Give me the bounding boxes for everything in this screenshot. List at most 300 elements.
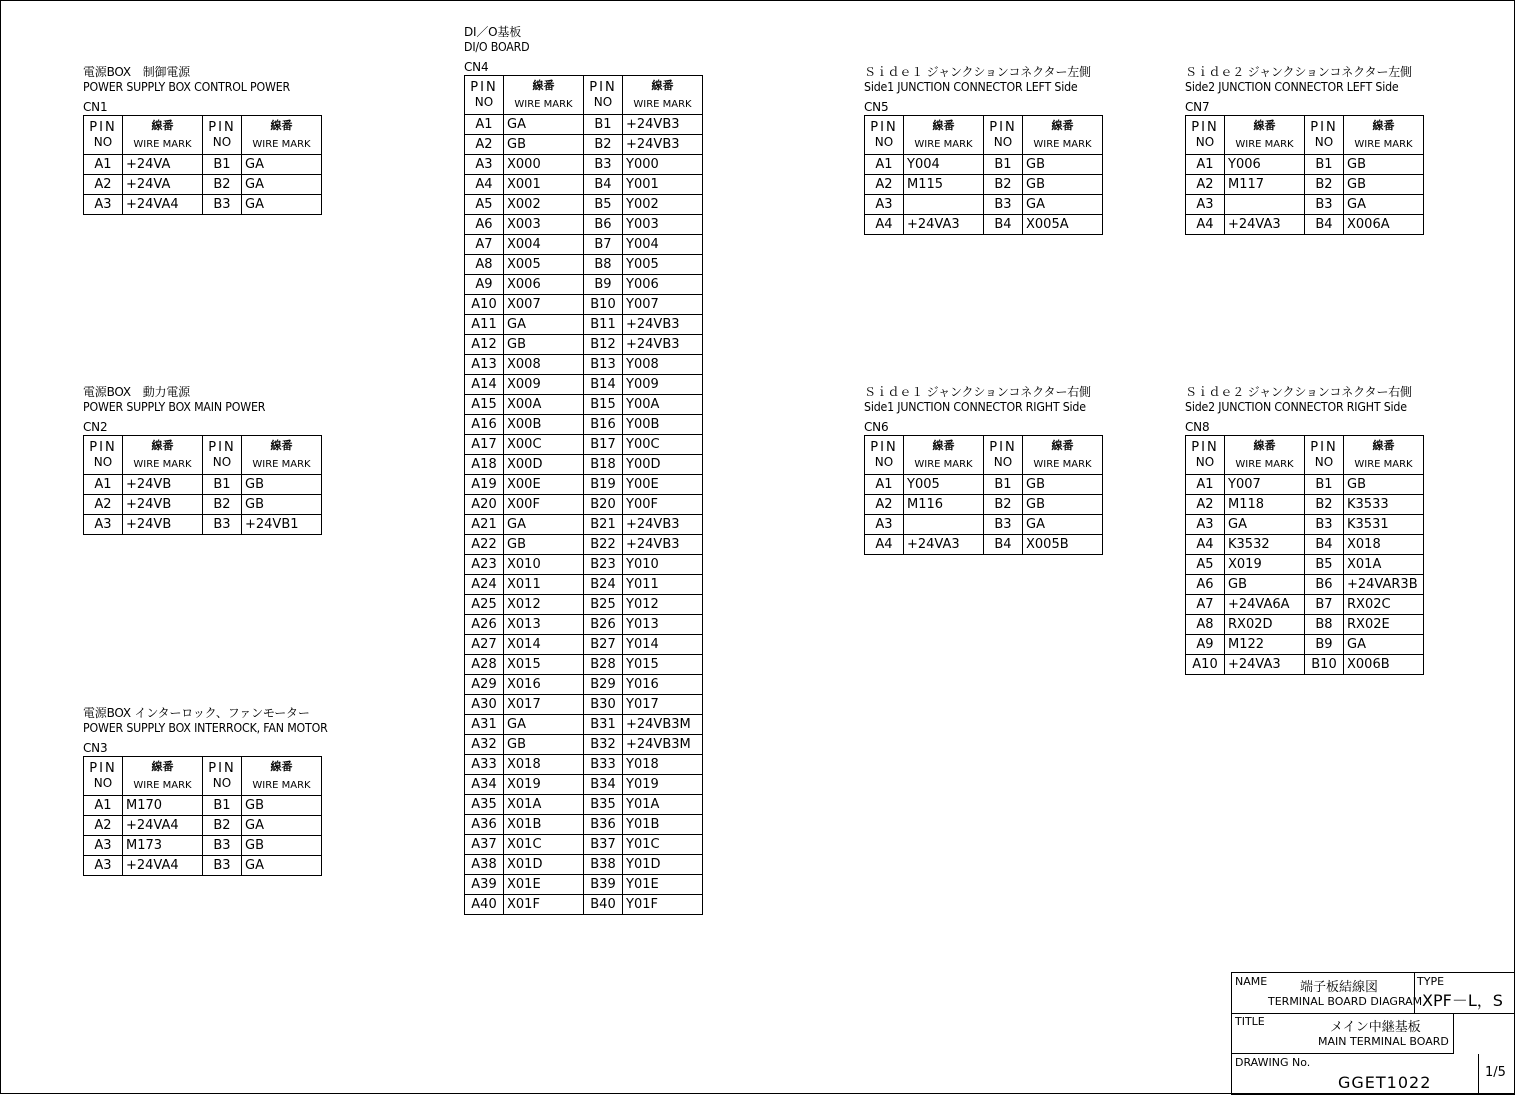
wire-mark-cell: M118: [1225, 495, 1305, 515]
wire-mark-cell: X00C: [504, 435, 584, 455]
wire-mark-cell: +24VB3: [623, 115, 703, 135]
table-row: [865, 215, 1103, 235]
pin-no-cell: A27: [465, 635, 504, 655]
pin-no-cell: B4: [1305, 535, 1344, 555]
pin-header-line2: NO: [93, 776, 113, 790]
pin-no-cell: B24: [584, 575, 623, 595]
wire-mark-cell: Y016: [623, 675, 703, 695]
connector-label: CN5: [864, 100, 889, 114]
pin-no-header: [984, 436, 1023, 475]
pin-no-cell: B3: [1305, 195, 1344, 215]
wire-mark-cell: GB: [242, 836, 322, 856]
table-row: [1186, 515, 1424, 535]
pin-header-line1: PIN: [1310, 120, 1338, 135]
pin-no-cell: B21: [584, 515, 623, 535]
wire-mark-cell: X000: [504, 155, 584, 175]
wire-mark-header: [242, 436, 322, 475]
wire-mark-cell: +24VA3: [1225, 215, 1305, 235]
section-title-jp: 電源BOX インターロック、ファンモーター: [83, 706, 310, 720]
wire-header-line2: WIRE MARK: [252, 458, 311, 470]
table-row: [1186, 575, 1424, 595]
table-row: [1186, 195, 1424, 215]
table-row: [465, 235, 703, 255]
section-cn8: [1185, 385, 1426, 675]
table-row: [465, 195, 703, 215]
pin-no-cell: B37: [584, 835, 623, 855]
table-row: [465, 715, 703, 735]
wire-mark-cell: X003: [504, 215, 584, 235]
pin-no-cell: A39: [465, 875, 504, 895]
pin-header-line2: NO: [93, 455, 113, 469]
pin-no-cell: B35: [584, 795, 623, 815]
pin-no-cell: A25: [465, 595, 504, 615]
table-row: [1186, 215, 1424, 235]
pin-header-line2: NO: [593, 95, 613, 109]
table-row: [84, 856, 322, 876]
table-row: [465, 555, 703, 575]
pin-no-cell: B2: [203, 816, 242, 836]
wire-mark-cell: RX02C: [1344, 595, 1424, 615]
table-row: [465, 675, 703, 695]
pin-no-cell: A1: [1186, 155, 1225, 175]
wire-mark-cell: X006: [504, 275, 584, 295]
pin-no-cell: B1: [203, 796, 242, 816]
pin-no-cell: A5: [465, 195, 504, 215]
wire-mark-cell: GA: [1344, 195, 1424, 215]
wire-mark-cell: +24VA4: [123, 856, 203, 876]
pin-no-cell: B3: [203, 195, 242, 215]
wire-mark-cell: M116: [904, 495, 984, 515]
section-title-jp: 電源BOX 動力電源: [83, 385, 190, 399]
table-row: [865, 155, 1103, 175]
pin-no-cell: B2: [584, 135, 623, 155]
wire-mark-cell: GA: [242, 195, 322, 215]
wire-mark-cell: X00A: [504, 395, 584, 415]
wire-mark-cell: Y01A: [623, 795, 703, 815]
table-row: [465, 895, 703, 915]
wire-mark-cell: GB: [1344, 175, 1424, 195]
pin-no-cell: B19: [584, 475, 623, 495]
wire-mark-header: [242, 757, 322, 796]
wire-mark-cell: GB: [1023, 495, 1103, 515]
pin-no-cell: A2: [84, 175, 123, 195]
wire-mark-cell: M173: [123, 836, 203, 856]
wire-mark-cell: [1225, 195, 1305, 215]
wire-mark-cell: Y010: [623, 555, 703, 575]
pin-no-cell: B16: [584, 415, 623, 435]
table-row: [465, 435, 703, 455]
wire-mark-cell: +24VB: [123, 475, 203, 495]
pin-header-line1: PIN: [89, 761, 117, 776]
wire-mark-cell: X00B: [504, 415, 584, 435]
table-row: [465, 155, 703, 175]
wire-mark-cell: X012: [504, 595, 584, 615]
table-row: [1186, 495, 1424, 515]
wire-mark-cell: GB: [504, 535, 584, 555]
wire-mark-cell: X006A: [1344, 215, 1424, 235]
pin-no-cell: A4: [865, 535, 904, 555]
wire-mark-header: [1023, 436, 1103, 475]
pin-table-header: [465, 76, 703, 115]
wire-mark-cell: GA: [1023, 515, 1103, 535]
pin-no-cell: B22: [584, 535, 623, 555]
wire-mark-cell: X00D: [504, 455, 584, 475]
pin-no-cell: B2: [1305, 175, 1344, 195]
wire-header-line2: WIRE MARK: [133, 779, 192, 791]
pin-no-cell: B15: [584, 395, 623, 415]
pin-header-line2: NO: [474, 95, 494, 109]
wire-mark-cell: Y018: [623, 755, 703, 775]
drawing-number: GGET1022: [1338, 1073, 1432, 1092]
wire-header-line2: WIRE MARK: [1354, 458, 1413, 470]
wire-mark-cell: +24VA4: [123, 816, 203, 836]
table-row: [1186, 615, 1424, 635]
pin-no-cell: A3: [84, 856, 123, 876]
table-row: [465, 515, 703, 535]
pin-header-line1: PIN: [989, 120, 1017, 135]
wire-mark-header: [1023, 116, 1103, 155]
pin-no-cell: B1: [1305, 475, 1344, 495]
pin-no-cell: B34: [584, 775, 623, 795]
pin-no-cell: A28: [465, 655, 504, 675]
table-row: [465, 855, 703, 875]
table-row: [865, 195, 1103, 215]
pin-no-cell: A2: [84, 495, 123, 515]
pin-no-header: [1186, 436, 1225, 475]
table-row: [1186, 635, 1424, 655]
pin-header-line1: PIN: [89, 440, 117, 455]
pin-no-header: [203, 116, 242, 155]
pin-no-cell: A9: [465, 275, 504, 295]
pin-no-cell: B9: [1305, 635, 1344, 655]
wire-mark-cell: Y006: [623, 275, 703, 295]
wire-mark-cell: GB: [242, 495, 322, 515]
wire-mark-cell: +24VB3: [623, 535, 703, 555]
pin-no-cell: A30: [465, 695, 504, 715]
pin-no-cell: A24: [465, 575, 504, 595]
wire-header-line1: 線番: [932, 438, 955, 452]
wire-mark-cell: X007: [504, 295, 584, 315]
wire-mark-header: [1225, 436, 1305, 475]
pin-no-cell: B39: [584, 875, 623, 895]
pin-no-cell: A6: [1186, 575, 1225, 595]
pin-no-cell: A2: [84, 816, 123, 836]
section-title-en: Side2 JUNCTION CONNECTOR LEFT Side: [1185, 80, 1399, 94]
pin-no-cell: A5: [1186, 555, 1225, 575]
wire-mark-cell: +24VA3: [1225, 655, 1305, 675]
table-row: [84, 816, 322, 836]
wire-mark-cell: Y01D: [623, 855, 703, 875]
wire-header-line2: WIRE MARK: [1033, 138, 1092, 150]
pin-header-line2: NO: [212, 455, 232, 469]
pin-no-cell: A35: [465, 795, 504, 815]
pin-header-line2: NO: [1314, 135, 1334, 149]
pin-header-line2: NO: [993, 135, 1013, 149]
wire-mark-cell: X01D: [504, 855, 584, 875]
pin-no-cell: B36: [584, 815, 623, 835]
table-row: [84, 195, 322, 215]
pin-no-cell: A15: [465, 395, 504, 415]
wire-header-line2: WIRE MARK: [1235, 458, 1294, 470]
pin-header-line1: PIN: [870, 120, 898, 135]
wire-mark-cell: X013: [504, 615, 584, 635]
wire-mark-cell: +24VA3: [904, 215, 984, 235]
title-label: TITLE: [1235, 1015, 1265, 1028]
pin-table-header: [84, 116, 322, 155]
wire-mark-cell: GA: [504, 715, 584, 735]
table-row: [465, 295, 703, 315]
wire-mark-cell: Y012: [623, 595, 703, 615]
pin-no-cell: A37: [465, 835, 504, 855]
section-cn7: [1185, 65, 1424, 235]
section-title-jp: Ｓｉｄｅ１ ジャンクションコネクター左側: [864, 65, 1091, 79]
pin-no-cell: A4: [1186, 215, 1225, 235]
wire-mark-cell: X019: [504, 775, 584, 795]
table-row: [465, 495, 703, 515]
wire-mark-cell: +24VB3M: [623, 715, 703, 735]
section-title-en: Side2 JUNCTION CONNECTOR RIGHT Side: [1185, 400, 1407, 414]
pin-no-header: [1305, 436, 1344, 475]
pin-no-cell: A3: [865, 515, 904, 535]
table-row: [465, 775, 703, 795]
pin-no-cell: A3: [1186, 195, 1225, 215]
wire-mark-cell: GB: [242, 796, 322, 816]
wire-mark-cell: GA: [1225, 515, 1305, 535]
wire-mark-header: [904, 116, 984, 155]
wire-mark-cell: K3533: [1344, 495, 1424, 515]
wire-mark-cell: X016: [504, 675, 584, 695]
section-cn1: [83, 65, 322, 215]
pin-no-cell: A13: [465, 355, 504, 375]
pin-table: [1185, 435, 1424, 675]
pin-header-line1: PIN: [470, 80, 498, 95]
pin-no-cell: B11: [584, 315, 623, 335]
pin-header-line2: NO: [874, 455, 894, 469]
wire-mark-cell: Y00B: [623, 415, 703, 435]
pin-no-cell: B3: [203, 515, 242, 535]
wire-mark-cell: Y015: [623, 655, 703, 675]
pin-no-cell: B4: [1305, 215, 1344, 235]
wire-mark-cell: +24VB: [123, 515, 203, 535]
pin-no-cell: A17: [465, 435, 504, 455]
connector-label: CN1: [83, 100, 108, 114]
pin-no-cell: A10: [465, 295, 504, 315]
pin-table-header: [865, 436, 1103, 475]
pin-header-line2: NO: [212, 135, 232, 149]
wire-mark-cell: X005: [504, 255, 584, 275]
pin-no-cell: A1: [465, 115, 504, 135]
pin-no-cell: B23: [584, 555, 623, 575]
wire-mark-cell: Y004: [623, 235, 703, 255]
table-row: [84, 515, 322, 535]
table-row: [865, 175, 1103, 195]
section-title-en: Side1 JUNCTION CONNECTOR RIGHT Side: [864, 400, 1086, 414]
pin-no-cell: A32: [465, 735, 504, 755]
wire-mark-cell: GA: [242, 856, 322, 876]
wire-mark-cell: Y014: [623, 635, 703, 655]
name-label: NAME: [1235, 975, 1268, 988]
wire-mark-cell: X002: [504, 195, 584, 215]
pin-no-cell: A9: [1186, 635, 1225, 655]
wire-mark-header: [623, 76, 703, 115]
pin-no-cell: A29: [465, 675, 504, 695]
pin-no-header: [84, 757, 123, 796]
wire-header-line2: WIRE MARK: [252, 779, 311, 791]
section-title-en: POWER SUPPLY BOX INTERROCK, FAN MOTOR: [83, 721, 328, 735]
section-cn4: [464, 25, 703, 915]
section-cn2: [83, 385, 322, 535]
pin-no-cell: A2: [1186, 495, 1225, 515]
wire-mark-header: [1344, 436, 1424, 475]
pin-no-cell: B3: [984, 195, 1023, 215]
pin-table: [83, 435, 322, 535]
wire-mark-cell: X017: [504, 695, 584, 715]
wire-mark-header: [123, 116, 203, 155]
connector-label: CN8: [1185, 420, 1210, 434]
wire-mark-cell: X010: [504, 555, 584, 575]
table-row: [465, 175, 703, 195]
pin-no-cell: B2: [203, 175, 242, 195]
pin-no-cell: B2: [1305, 495, 1344, 515]
pin-no-cell: A20: [465, 495, 504, 515]
table-row: [1186, 555, 1424, 575]
connector-label: CN4: [464, 60, 489, 74]
pin-no-cell: B8: [1305, 615, 1344, 635]
section-cn6: [864, 385, 1105, 555]
pin-no-cell: A12: [465, 335, 504, 355]
pin-no-cell: A22: [465, 535, 504, 555]
table-row: [84, 475, 322, 495]
pin-no-cell: A38: [465, 855, 504, 875]
pin-no-cell: A23: [465, 555, 504, 575]
wire-header-line2: WIRE MARK: [133, 458, 192, 470]
wire-mark-cell: X008: [504, 355, 584, 375]
pin-no-cell: B9: [584, 275, 623, 295]
wire-header-line1: 線番: [1372, 438, 1395, 452]
wire-header-line1: 線番: [1253, 118, 1276, 132]
pin-header-line2: NO: [1195, 135, 1215, 149]
table-row: [1186, 155, 1424, 175]
name-en: TERMINAL BOARD DIAGRAM: [1268, 995, 1423, 1008]
wire-header-line2: WIRE MARK: [914, 458, 973, 470]
wire-header-line2: WIRE MARK: [1354, 138, 1413, 150]
wire-header-line2: WIRE MARK: [633, 98, 692, 110]
wire-mark-cell: GB: [504, 735, 584, 755]
pin-no-cell: B28: [584, 655, 623, 675]
pin-no-cell: A3: [1186, 515, 1225, 535]
pin-no-cell: B10: [584, 295, 623, 315]
wire-mark-cell: Y004: [904, 155, 984, 175]
table-row: [865, 475, 1103, 495]
pin-header-line2: NO: [212, 776, 232, 790]
pin-table: [864, 435, 1103, 555]
pin-table-header: [865, 116, 1103, 155]
wire-mark-cell: +24VA: [123, 175, 203, 195]
pin-no-cell: A1: [1186, 475, 1225, 495]
table-row: [465, 635, 703, 655]
table-row: [465, 835, 703, 855]
pin-no-cell: A2: [1186, 175, 1225, 195]
pin-no-cell: A3: [84, 515, 123, 535]
table-row: [465, 575, 703, 595]
wire-mark-cell: X01A: [504, 795, 584, 815]
wire-mark-cell: GA: [504, 315, 584, 335]
pin-no-cell: B1: [203, 475, 242, 495]
pin-no-cell: B3: [1305, 515, 1344, 535]
wire-mark-cell: +24VB1: [242, 515, 322, 535]
pin-header-line1: PIN: [589, 80, 617, 95]
pin-no-cell: B3: [984, 515, 1023, 535]
pin-no-cell: A4: [865, 215, 904, 235]
wire-mark-cell: Y01C: [623, 835, 703, 855]
table-row: [865, 535, 1103, 555]
pin-no-cell: B4: [984, 215, 1023, 235]
pin-header-line1: PIN: [208, 761, 236, 776]
wire-mark-cell: Y009: [623, 375, 703, 395]
table-row: [465, 415, 703, 435]
table-row: [465, 135, 703, 155]
pin-no-cell: B6: [584, 215, 623, 235]
wire-mark-cell: Y003: [623, 215, 703, 235]
wire-header-line2: WIRE MARK: [133, 138, 192, 150]
wire-mark-header: [1344, 116, 1424, 155]
wire-mark-cell: +24VA6A: [1225, 595, 1305, 615]
table-row: [465, 595, 703, 615]
wire-mark-cell: M122: [1225, 635, 1305, 655]
table-row: [1186, 655, 1424, 675]
table-row: [465, 335, 703, 355]
pin-header-line1: PIN: [1310, 440, 1338, 455]
wire-mark-cell: +24VB3: [623, 315, 703, 335]
pin-header-line2: NO: [1195, 455, 1215, 469]
pin-no-cell: B7: [1305, 595, 1344, 615]
wire-mark-cell: X01A: [1344, 555, 1424, 575]
pin-header-line2: NO: [1314, 455, 1334, 469]
connector-label: CN3: [83, 741, 108, 755]
pin-no-cell: B31: [584, 715, 623, 735]
wire-mark-header: [123, 757, 203, 796]
wire-mark-cell: RX02D: [1225, 615, 1305, 635]
section-title-en: Side1 JUNCTION CONNECTOR LEFT Side: [864, 80, 1078, 94]
wire-mark-cell: Y006: [1225, 155, 1305, 175]
wire-mark-cell: +24VAR3B: [1344, 575, 1424, 595]
pin-no-cell: A7: [1186, 595, 1225, 615]
pin-no-cell: A18: [465, 455, 504, 475]
pin-no-cell: B33: [584, 755, 623, 775]
pin-no-cell: B29: [584, 675, 623, 695]
wire-mark-cell: RX02E: [1344, 615, 1424, 635]
wire-mark-cell: K3532: [1225, 535, 1305, 555]
pin-table: [83, 115, 322, 215]
pin-no-cell: A31: [465, 715, 504, 735]
pin-no-cell: B1: [984, 475, 1023, 495]
wire-mark-cell: GB: [504, 335, 584, 355]
pin-no-cell: A10: [1186, 655, 1225, 675]
wire-mark-header: [504, 76, 584, 115]
wire-mark-cell: +24VB3: [623, 135, 703, 155]
pin-no-header: [84, 116, 123, 155]
pin-no-cell: A1: [865, 155, 904, 175]
table-row: [465, 275, 703, 295]
wire-header-line2: WIRE MARK: [252, 138, 311, 150]
wire-mark-header: [904, 436, 984, 475]
wire-mark-cell: GB: [1023, 155, 1103, 175]
wire-mark-cell: GA: [1344, 635, 1424, 655]
table-row: [465, 255, 703, 275]
wire-mark-cell: GB: [1023, 175, 1103, 195]
wire-mark-header: [1225, 116, 1305, 155]
wire-mark-cell: X01E: [504, 875, 584, 895]
